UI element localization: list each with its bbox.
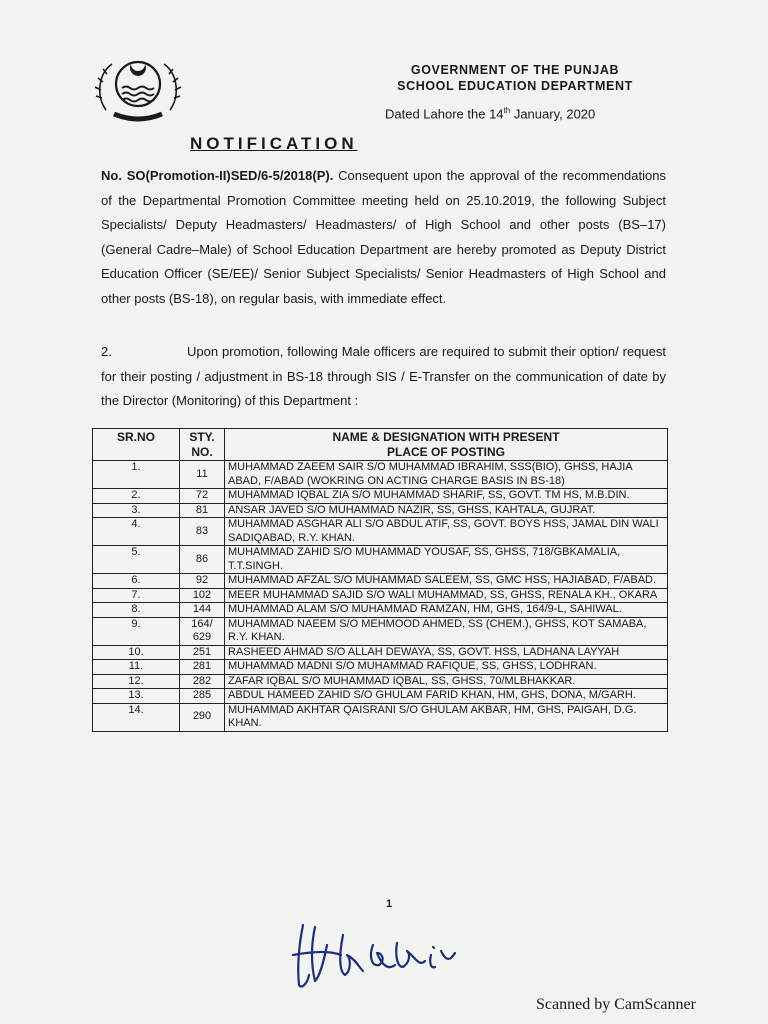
name-designation-cell: MUHAMMAD ALAM S/O MUHAMMAD RAMZAN, HM, GHS, 164/9-L, SAHIWAL.: [225, 603, 668, 618]
table-row: [93, 461, 668, 489]
name-designation-cell: ABDUL HAMEED ZAHID S/O GHULAM FARID KHAN, HM, GHS, DONA, M/GARH.: [225, 689, 668, 704]
name-designation-cell: MUHAMMAD ASGHAR ALI S/O ABDUL ATIF, SS, GOVT. BOYS HSS, JAMAL DIN WALI SADIQABAD, R.Y. KHAN.: [225, 518, 668, 546]
signature-image: [285, 915, 465, 995]
table-row: [93, 603, 668, 618]
name-designation-cell: MUHAMMAD AKHTAR QAISRANI S/O GHULAM AKBAR, HM, GHS, PAIGAH, D.G. KHAN.: [225, 703, 668, 731]
sty-no-cell: 164/ 629: [180, 617, 225, 645]
table-body: [93, 461, 668, 732]
sr-no-cell: 1.: [93, 461, 180, 489]
sty-no-cell: 83: [180, 518, 225, 546]
table-row: [93, 503, 668, 518]
name-designation-cell: MUHAMMAD AFZAL S/O MUHAMMAD SALEEM, SS, GMC HSS, HAJIABAD, F/ABAD.: [225, 574, 668, 589]
name-designation-cell: RASHEED AHMAD S/O ALLAH DEWAYA, SS, GOVT. HSS, LADHANA LAYYAH: [225, 645, 668, 660]
sr-no-cell: 4.: [93, 518, 180, 546]
department-line: SCHOOL EDUCATION DEPARTMENT: [397, 79, 633, 93]
paragraph-1-text: Consequent upon the approval of the recommendations of the Departmental Promotion Committee meeting held on 25.10.2019, the following Subject Specialists/ Deputy Headmasters/ Headmasters/ of High School and other posts (BS–17) (General Cadre–Male) of School Education Department are hereby promoted as Deputy District Education Officer (SE/EE)/ Senior Subject Specialists/ Senior Headmasters of High School and other posts (BS-18), on regular basis, with immediate effect.: [101, 168, 666, 306]
name-designation-cell: ANSAR JAVED S/O MUHAMMAD NAZIR, SS, GHSS, KAHTALA, GUJRAT.: [225, 503, 668, 518]
sr-no-cell: 10.: [93, 645, 180, 660]
name-designation-cell: MUHAMMAD NAEEM S/O MEHMOOD AHMED, SS (CHEM.), GHSS, KOT SAMABA, R.Y. KHAN.: [225, 617, 668, 645]
table-row: [93, 703, 668, 731]
government-line: GOVERNMENT OF THE PUNJAB: [410, 63, 620, 77]
name-designation-cell: MEER MUHAMMAD SAJID S/O WALI MUHAMMAD, SS, GHSS, RENALA KH., OKARA: [225, 588, 668, 603]
sty-no-cell: 285: [180, 689, 225, 704]
sr-no-cell: 2.: [93, 489, 180, 504]
sr-no-cell: 8.: [93, 603, 180, 618]
name-designation-cell: MUHAMMAD MADNI S/O MUHAMMAD RAFIQUE, SS, GHSS, LODHRAN.: [225, 660, 668, 675]
header-sty-no: STY. NO.: [180, 429, 225, 461]
sty-no-cell: 92: [180, 574, 225, 589]
department-header: [360, 62, 670, 94]
table-row: [93, 660, 668, 675]
sty-no-cell: 282: [180, 674, 225, 689]
sr-no-cell: 12.: [93, 674, 180, 689]
name-designation-cell: MUHAMMAD ZAHID S/O MUHAMMAD YOUSAF, SS, GHSS, 718/GBKAMALIA, T.T.SINGH.: [225, 546, 668, 574]
paragraph-1: [101, 164, 666, 311]
table-row: [93, 674, 668, 689]
table-row: [93, 489, 668, 504]
table-row: [93, 645, 668, 660]
page-title: NOTIFICATION: [190, 134, 358, 153]
name-designation-cell: MUHAMMAD ZAEEM SAIR S/O MUHAMMAD IBRAHIM, SSS(BIO), GHSS, HAJIA ABAD, F/ABAD (WOKRING ON ACTING CHARGE BASIS IN BS-18): [225, 461, 668, 489]
dated-line: Dated Lahore the 14th January, 2020: [385, 106, 596, 122]
sty-no-cell: 102: [180, 588, 225, 603]
sr-no-cell: 7.: [93, 588, 180, 603]
scanner-watermark: Scanned by CamScanner: [536, 996, 696, 1013]
sty-no-cell: 251: [180, 645, 225, 660]
sty-no-cell: 281: [180, 660, 225, 675]
sty-no-cell: 81: [180, 503, 225, 518]
sr-no-cell: 9.: [93, 617, 180, 645]
table-row: [93, 518, 668, 546]
punjab-emblem-icon: [92, 48, 184, 126]
sty-no-cell: 86: [180, 546, 225, 574]
table-header-row: [93, 429, 668, 461]
name-designation-cell: MUHAMMAD IQBAL ZIA S/O MUHAMMAD SHARIF, SS, GOVT. TM HS, M.B.DIN.: [225, 489, 668, 504]
table-row: [93, 574, 668, 589]
table-row: [93, 617, 668, 645]
paragraph-2-number: 2.: [101, 344, 112, 359]
sr-no-cell: 6.: [93, 574, 180, 589]
sr-no-cell: 13.: [93, 689, 180, 704]
sty-no-cell: 11: [180, 461, 225, 489]
sty-no-cell: 290: [180, 703, 225, 731]
sr-no-cell: 14.: [93, 703, 180, 731]
header-sr-no: SR.NO: [93, 429, 180, 461]
table-row: [93, 588, 668, 603]
table-row: [93, 689, 668, 704]
sr-no-cell: 11.: [93, 660, 180, 675]
paragraph-2: [101, 340, 666, 414]
sr-no-cell: 5.: [93, 546, 180, 574]
header-name-designation: NAME & DESIGNATION WITH PRESENT PLACE OF POSTING: [225, 429, 668, 461]
name-designation-cell: ZAFAR IQBAL S/O MUHAMMAD IQBAL, SS, GHSS, 70/MLBHAKKAR.: [225, 674, 668, 689]
sty-no-cell: 144: [180, 603, 225, 618]
sty-no-cell: 72: [180, 489, 225, 504]
sr-no-cell: 3.: [93, 503, 180, 518]
page-number: 1: [386, 898, 393, 910]
paragraph-2-text: Upon promotion, following Male officers are required to submit their option/ request for their posting / adjustment in BS-18 through SIS / E-Transfer on the communication of date by the Director (Monitoring) of this Department :: [101, 344, 666, 408]
notification-reference: No. SO(Promotion-II)SED/6-5/2018(P).: [101, 168, 334, 183]
promotion-table: [92, 428, 668, 732]
table-row: [93, 546, 668, 574]
